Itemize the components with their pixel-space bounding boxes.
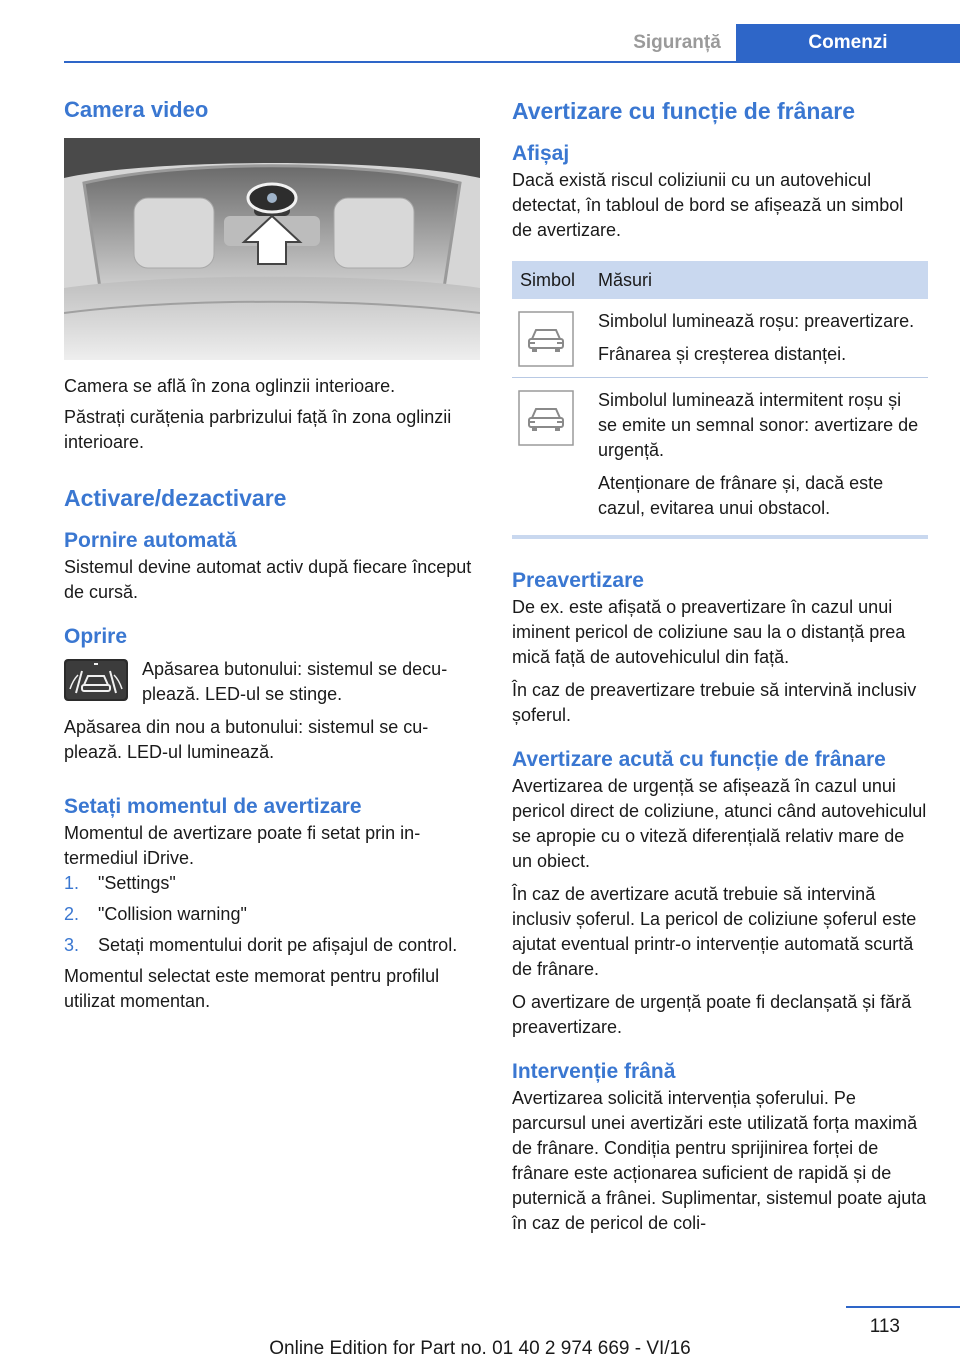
symbol-blink-action: Atenționare de frânare și, dacă este cazul, evitarea unui obstacol. (598, 473, 884, 518)
acute-warning-text-3: O avertizare de urgență poate fi declanșată și fără preavertizare. (512, 992, 912, 1037)
table-row (512, 378, 928, 532)
camera-title: Camera video (64, 97, 209, 122)
footer-rule (846, 1306, 960, 1308)
auto-start-title: Pornire automată (64, 529, 237, 552)
stop-title: Oprire (64, 625, 128, 648)
left-column (64, 96, 480, 1014)
step-text: "Collision warning" (98, 904, 247, 924)
list-item (64, 902, 480, 927)
table-end-rule (512, 535, 928, 539)
display-text: Dacă există riscul coliziunii cu un autovehicul detectat, în tabloul de bord se afișează un simbol de avertizare. (512, 170, 904, 240)
tab-siguranta[interactable]: Siguranță (618, 24, 736, 62)
table-header-row (512, 261, 928, 299)
steps-list (64, 871, 480, 958)
camera-text-1: Camera se află în zona oglinzii interioare. (64, 376, 396, 396)
windshield-camera-photo (64, 138, 480, 360)
camera-text-2: Păstrați curățenia parbrizului față în zona oglinzii interioare. (64, 407, 452, 452)
brake-intervention-text: Avertizarea solicită intervenția șoferului. Pe parcursul unei avertizări este utilizată forța maximă de frânare. Condiția pentru sprijinirea forței de frânare este acționarea suficient de rapidă și de puternică a frânei. Suplimentar, sistemul poate ajuta în caz de pericol de coli- (512, 1088, 927, 1233)
pre-warning-text-1: De ex. este afișată o preavertizare în cazul unui iminent pericol de coliziune sau la o distanță prea mică față de autovehiculul din față. (512, 597, 906, 667)
stop-text-2: Apăsarea din nou a butonului: sistemul se cuplează. LED-ul luminează. (64, 717, 429, 762)
collision-warning-button-icon (64, 659, 128, 701)
list-item (64, 933, 480, 958)
col-header-measures: Măsuri (590, 261, 928, 299)
tab-comenzi[interactable]: Comenzi (736, 24, 960, 62)
header-rule (64, 61, 960, 63)
edition-footer: Online Edition for Part no. 01 40 2 974 669 - VI/16 (269, 1338, 691, 1359)
step-text: "Settings" (98, 873, 176, 893)
step-text: Setați momentului dorit pe afișajul de control. (98, 935, 458, 955)
symbol-table (512, 261, 928, 531)
acute-warning-text-1: Avertizarea de urgență se afișează în cazul unui pericol direct de coliziune, atunci când autovehiculul se apropie cu o viteză diferențială relativ mare de un obiect. (512, 776, 927, 871)
warning-time-text: Momentul de avertizare poate fi setat prin intermediul iDrive. (64, 823, 421, 868)
symbol-blink-text: Simbolul luminează intermitent roșu și se emite un semnal sonor: avertizare de urgență. (598, 390, 919, 460)
pre-warning-title: Preavertizare (512, 569, 644, 592)
display-title: Afișaj (512, 142, 570, 165)
brake-warning-title: Avertizare cu funcție de frânare (512, 98, 855, 124)
car-warning-icon (518, 390, 574, 446)
activate-title: Activare/dezactivare (64, 485, 287, 511)
acute-warning-title: Avertizare acută cu funcție de frânare (512, 748, 886, 771)
final-text: Momentul selectat este memorat pentru profilul utilizat momentan. (64, 966, 440, 1011)
pre-warning-text-2: În caz de preavertizare trebuie să intervină inclusiv șoferul. (512, 680, 917, 725)
stop-button-row (64, 657, 480, 707)
stop-button-text: Apăsarea butonului: sistemul se decuplează. LED-ul se stinge. (142, 659, 448, 704)
table-row (512, 299, 928, 378)
col-header-symbol: Simbol (512, 261, 590, 299)
right-column (512, 96, 928, 1236)
warning-time-title: Setați momentul de avertizare (64, 795, 362, 818)
list-item (64, 871, 480, 896)
brake-intervention-title: Intervenție frână (512, 1060, 676, 1083)
symbol-red-text: Simbolul luminează roșu: preavertizare. (598, 311, 915, 331)
header-tabs (618, 24, 960, 62)
acute-warning-text-2: În caz de avertizare acută trebuie să intervină inclusiv șoferul. La pericol de coliziune șoferul este ajutat eventual printr-o intervenție automată scurtă de frânare. (512, 884, 917, 979)
step-number: 2. (64, 904, 80, 924)
step-number: 1. (64, 873, 80, 893)
step-number: 3. (64, 935, 80, 955)
auto-start-text: Sistemul devine automat activ după fiecare început de cursă. (64, 557, 472, 602)
page-number: 113 (869, 1316, 900, 1337)
symbol-red-action: Frânarea și creșterea distanței. (598, 344, 847, 364)
car-warning-icon (518, 311, 574, 367)
